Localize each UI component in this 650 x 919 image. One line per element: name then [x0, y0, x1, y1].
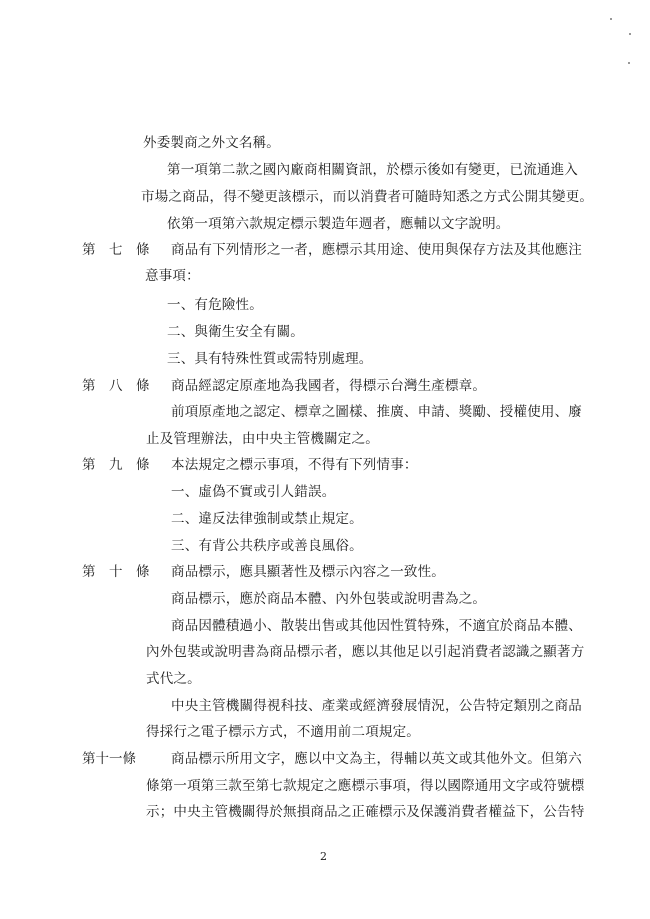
article-number-7: 第 七 條	[82, 242, 150, 258]
text-line: 中央主管機關得視科技、產業或經濟發展情況，公告特定類別之商品	[171, 698, 582, 714]
list-item: 三、具有特殊性質或需特別處理。	[167, 351, 373, 367]
text-line: 條第一項第三款至第七款規定之應標示事項，得以國際通用文字或符號標	[146, 778, 585, 794]
text-line: 依第一項第六款規定標示製造年週者，應輔以文字說明。	[167, 216, 510, 232]
text-line: 商品標示所用文字，應以中文為主，得輔以英文或其他外文。但第六	[171, 751, 582, 767]
text-line: 得採行之電子標示方式，不適用前二項規定。	[146, 724, 420, 740]
text-line: 市場之商品，得不變更該標示，而以消費者可隨時知悉之方式公開其變更。	[141, 189, 594, 205]
text-line: 商品標示，應於商品本體、內外包裝或說明書為之。	[171, 591, 487, 607]
text-line: 商品經認定原產地為我國者，得標示台灣生產標章。	[171, 378, 487, 394]
text-line: 外委製商之外文名稱。	[143, 135, 280, 151]
list-item: 一、虛偽不實或引人錯誤。	[171, 484, 336, 500]
page-number: 2	[320, 850, 327, 863]
scan-speck	[610, 18, 612, 20]
scan-speck	[628, 62, 630, 64]
article-number-11: 第十一條	[82, 751, 136, 767]
list-item: 三、有背公共秩序或善良風俗。	[171, 538, 363, 554]
text-line: 商品標示，應具顯著性及標示內容之一致性。	[171, 564, 445, 580]
text-line: 第一項第二款之國內廠商相關資訊，於標示後如有變更，已流通進入	[167, 162, 578, 178]
list-item: 二、與衛生安全有關。	[167, 324, 304, 340]
text-line: 前項原產地之認定、標章之圖樣、推廣、申請、獎勵、授權使用、廢	[171, 404, 582, 420]
article-number-10: 第 十 條	[82, 564, 150, 580]
text-line: 止及管理辦法，由中央主管機關定之。	[146, 431, 379, 447]
text-line: 商品有下列情形之一者，應標示其用途、使用與保存方法及其他應注	[171, 242, 582, 258]
article-number-8: 第 八 條	[82, 378, 150, 394]
list-item: 一、有危險性。	[167, 297, 263, 313]
text-line: 本法規定之標示事項，不得有下列情事：	[171, 457, 418, 473]
list-item: 二、違反法律強制或禁止規定。	[171, 511, 363, 527]
text-line: 商品因體積過小、散裝出售或其他因性質特殊，不適宜於商品本體、	[171, 618, 582, 634]
scan-speck	[629, 33, 631, 35]
text-line: 內外包裝或說明書為商品標示者，應以其他足以引起消費者認識之顯著方	[146, 644, 585, 660]
text-line: 意事項：	[145, 268, 200, 284]
text-line: 示；中央主管機關得於無損商品之正確標示及保護消費者權益下，公告特	[146, 804, 585, 820]
article-number-9: 第 九 條	[82, 457, 150, 473]
text-line: 式代之。	[146, 671, 201, 687]
